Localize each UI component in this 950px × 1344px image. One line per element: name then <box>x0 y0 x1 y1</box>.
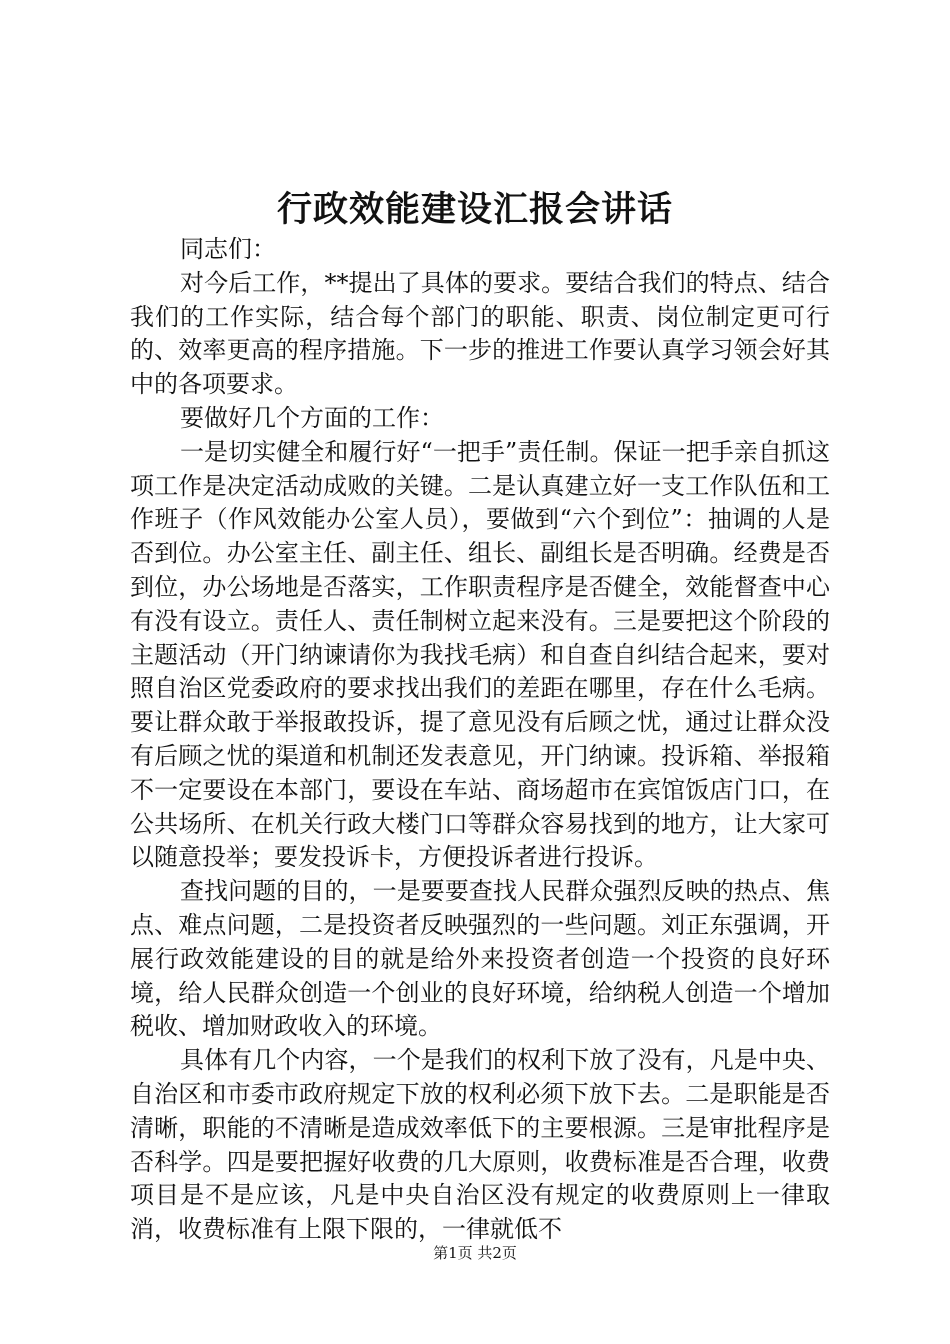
document-title: 行政效能建设汇报会讲话 <box>276 189 673 230</box>
paragraph-requirements: 对今后工作，**提出了具体的要求。要结合我们的特点、结合我们的工作实际，结合每个部门的职能、职责、岗位制定更可行的、效率更高的程序措施。下一步的推进工作要认真学习领会好其中的各项要求。 <box>130 268 830 399</box>
paragraph-tasks-intro: 要做好几个方面的工作： <box>180 403 444 432</box>
document-body <box>130 233 830 1247</box>
paragraph-responsibility: 一是切实健全和履行好“一把手”责任制。保证一把手亲自抓这项工作是决定活动成败的关键。二是认真建立好一支工作队伍和工作班子（作风效能办公室人员），要做到“六个到位”：抽调的人是否到位。办公室主任、副主任、组长、副组长是否明确。经费是否到位，办公场地是否落实，工作职责程序是否健全，效能督查中心有没有设立。责任人、责任制树立起来没有。三是要把这个阶段的主题活动（开门纳谏请你为我找毛病）和自查自纠结合起来，要对照自治区党委政府的要求找出我们的差距在哪里，存在什么毛病。要让群众敢于举报敢投诉，提了意见没有后顾之忧，通过让群众没有后顾之忧的渠道和机制还发表意见，开门纳谏。投诉箱、举报箱不一定要设在本部门，要设在车站、商场超市在宾馆饭店门口，在公共场所、在机关行政大楼门口等群众容易找到的地方，让大家可以随意投举；要发投诉卡，方便投诉者进行投诉。 <box>130 437 830 872</box>
paragraph-contents: 具体有几个内容，一个是我们的权利下放了没有，凡是中央、自治区和市委市政府规定下放的权利必须下放下去。二是职能是否清晰，职能的不清晰是造成效率低下的主要根源。三是审批程序是否科学。四是要把握好收费的几大原则，收费标准是否合理，收费项目是不是应该，凡是中央自治区没有规定的收费原则上一律取消，收费标准有上限下限的，一律就低不 <box>130 1046 830 1244</box>
paragraph-greeting: 同志们： <box>180 235 276 263</box>
page-number-footer: 第1页 共2页 <box>433 1244 517 1262</box>
paragraph-problem-finding: 查找问题的目的，一是要要查找人民群众强烈反映的热点、焦点、难点问题，二是投资者反映强烈的一些问题。刘正东强调，开展行政效能建设的目的就是给外来投资者创造一个投资的良好环境，给人民群众创造一个创业的良好环境，给纳税人创造一个增加税收、增加财政收入的环境。 <box>130 877 830 1041</box>
